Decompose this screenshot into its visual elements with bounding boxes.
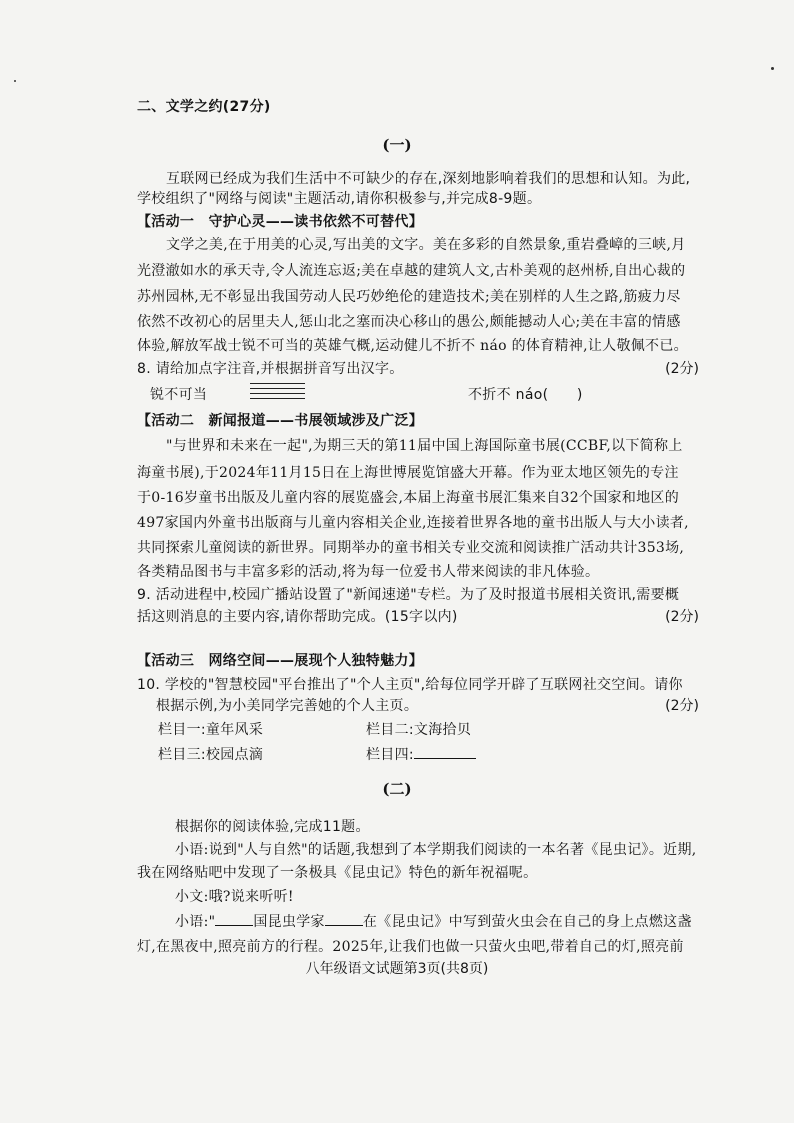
dialogue-blank-pre: 小语:" [175,914,216,930]
q10-line-1: 10. 学校的"智慧校园"平台推出了"个人主页",给每位同学开辟了互联网社交空间。请你 [137,677,683,693]
section-title: 二、文学之约(27分) [137,99,271,115]
q10-column-2: 栏目二:文海拾贝 [366,722,472,738]
q9-score: (2分) [665,609,699,625]
activity2-text-2: 海童书展),于2024年11月15日在上海世博展览馆盛大开幕。作为亚太地区领先的专注 [137,465,679,481]
activity1-text-5: 体验,解放军战士锐不可当的英雄气概,运动健儿不折不 náo 的体育精神,让人敬佩不已。 [137,338,688,354]
q10-column-3: 栏目三:校园点滴 [158,747,264,763]
activity2-text-1: "与世界和未来在一起",为期三天的第11届中国上海国际童书展(CCBF,以下简称上 [166,438,683,454]
q8-item-a: 锐不可当 [150,387,208,403]
scan-speck [771,67,774,70]
dialogue-line-5: 灯,在黑夜中,照亮前方的行程。2025年,让我们也做一只萤火虫吧,带着自己的灯,照亮前 [137,939,684,955]
activity1-text-4: 依然不改初心的居里夫人,惩山北之塞而决心移山的愚公,颇能撼动人心;美在丰富的情感 [137,314,681,330]
dialogue-line-3: 小文:哦?说来听听! [175,889,294,905]
dialogue-line-4 [175,913,699,931]
activity2-text-4: 497家国内外童书出版商与儿童内容相关企业,连接着世界各地的童书出版人与大小读者, [137,515,689,531]
activity3-title: 【活动三 网络空间——展现个人独特魅力】 [137,653,423,669]
activity1-text-1: 文学之美,在于用美的心灵,写出美的文字。美在多彩的自然景象,重岩叠嶂的三峡,月 [166,237,686,253]
activity2-title: 【活动二 新闻报道——书展领域涉及广泛】 [137,413,423,429]
part1-heading: (一) [382,136,412,154]
dialogue-line-1: 小语:说到"人与自然"的话题,我想到了本学期我们阅读的一本名著《昆虫记》。近期, [175,842,697,858]
part2-instruction: 根据你的阅读体验,完成11题。 [175,819,370,835]
q10-line-2: 根据示例,为小美同学完善她的个人主页。 [156,698,419,714]
q8-question: 8. 请给加点字注音,并根据拼音写出汉字。 [137,361,404,377]
q10-answer-blank[interactable] [414,758,476,759]
activity1-text-2: 光澄澈如水的承天寺,令人流连忘返;美在卓越的建筑人文,古朴美观的赵州桥,自出心裁的 [137,263,686,279]
intro-line-1: 互联网已经成为我们生活中不可缺少的存在,深刻地影响着我们的思想和认知。为此, [166,171,691,187]
q9-line-2: 括这则消息的主要内容,请你帮助完成。(15字以内) [137,609,458,625]
q8-item-b: 不折不 náo( ) [468,387,583,403]
dialogue-blank-mid: 国昆虫学家 [253,914,325,930]
dialogue-blank-1[interactable] [215,925,253,926]
activity1-title: 【活动一 守护心灵——读书依然不可替代】 [137,214,423,230]
intro-line-2: 学校组织了"网络与阅读"主题活动,请你积极参与,并完成8-9题。 [137,191,542,207]
dialogue-line-2: 我在网络贴吧中发现了一条极具《昆虫记》特色的新年祝福呢。 [137,865,538,881]
q10-column-4-row [366,746,699,764]
q8-answer-lines [250,383,305,403]
activity2-text-5: 共同探索儿童阅读的新世界。同期举办的童书相关专业交流和阅读推广活动共计353场, [137,540,685,556]
activity1-text-3: 苏州园林,无不彰显出我国劳动人民巧妙绝伦的建造技术;美在别样的人生之路,筋疲力尽 [137,289,681,305]
activity2-text-3: 于0-16岁童书出版及儿童内容的展览盛会,本届上海童书展汇集来自32个国家和地区的 [137,490,680,506]
dialogue-blank-2[interactable] [325,925,363,926]
q10-column-4: 栏目四: [366,747,414,763]
q9-line-1: 9. 活动进程中,校园广播站设置了"新闻速递"专栏。为了及时报道书展相关资讯,需要概 [137,587,680,603]
page-footer: 八年级语文试题第3页(共8页) [305,961,489,977]
activity2-text-6: 各类精品图书与丰富多彩的活动,将为每一位爱书人带来阅读的非凡体验。 [137,564,600,580]
part2-heading: (二) [382,780,412,798]
scan-speck [14,80,16,82]
q10-column-1: 栏目一:童年风采 [158,722,264,738]
q10-score: (2分) [665,698,699,714]
q8-score: (2分) [665,361,699,377]
dialogue-blank-post: 在《昆虫记》中写到萤火虫会在自己的身上点燃这盏 [362,914,692,930]
